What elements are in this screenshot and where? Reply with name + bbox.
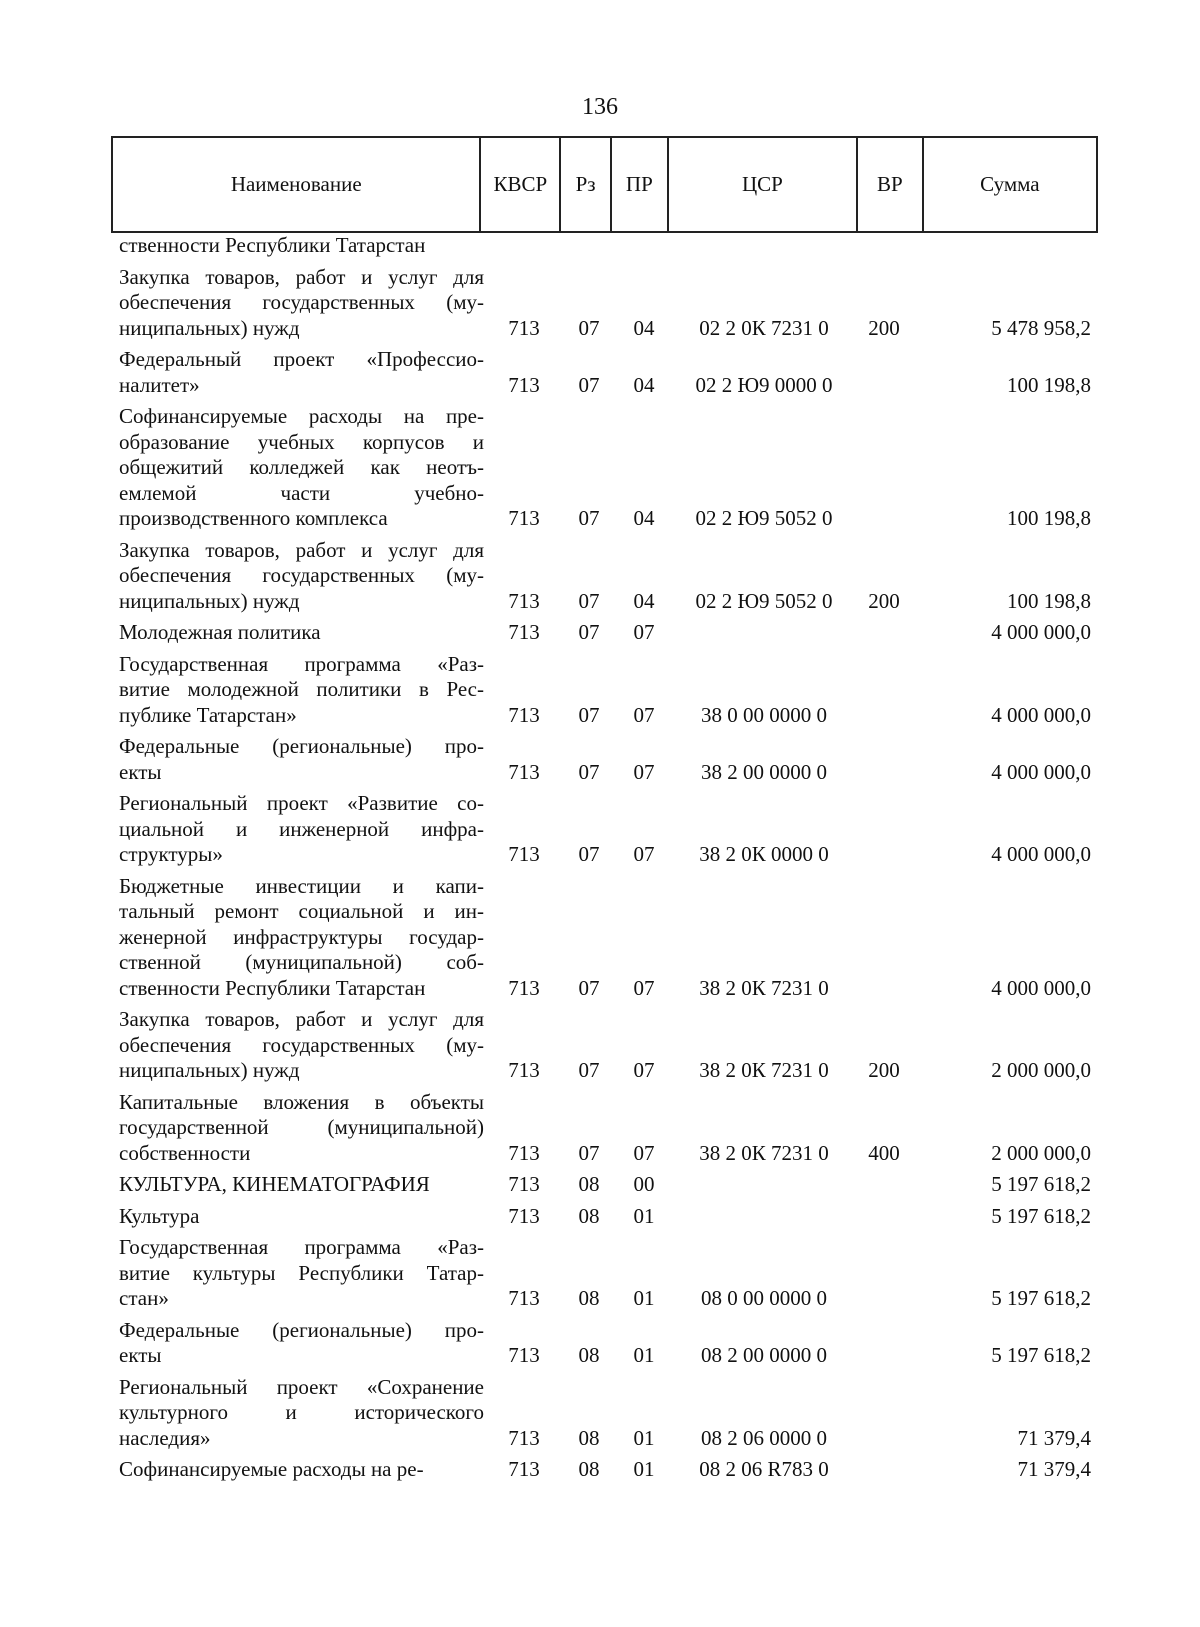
row-name-line: Культура [119,1203,200,1228]
row-name-line: публике Татарстан» [119,702,297,727]
table-row [119,620,1100,646]
row-name [119,1375,484,1452]
row-sum: 100 198,8 [1007,506,1091,530]
table-header [111,136,1098,233]
row-name-line: женерной инфраструктуры государ- [119,924,484,949]
row-name-line: Софинансируемые расходы на пре- [119,404,484,428]
row-name-line: Федеральные (региональные) про- [119,734,484,758]
row-name-line: ственности Республики Татарстан [119,975,426,1000]
row-name [119,233,484,259]
table-row [119,1318,1100,1369]
row-rz: 08 [578,1425,600,1450]
row-kvsr: 713 [508,1425,540,1450]
row-kvsr: 713 [508,588,540,613]
row-pr: 07 [633,702,655,727]
row-name-line: Региональный проект «Развитие со- [119,791,484,815]
row-sum: 4 000 000,0 [991,620,1091,644]
header-csr: ЦСР [669,138,858,231]
row-rz: 07 [578,1058,600,1082]
row-pr: 04 [633,506,655,530]
row-rz: 08 [578,1203,600,1228]
table-row [119,1090,1100,1167]
row-name [119,538,484,615]
row-vr: 200 [868,588,900,613]
table-row [119,791,1100,868]
row-kvsr: 713 [508,1203,540,1228]
row-csr: 38 0 00 0000 0 [701,702,827,727]
table-row [119,1375,1100,1452]
row-name-line: циальной и инженерной инфра- [119,816,484,841]
row-name-line: структуры» [119,842,223,866]
table-row [119,538,1100,615]
row-pr: 01 [633,1343,655,1367]
row-name-line: ниципальных) нужд [119,315,300,340]
row-sum: 5 197 618,2 [991,1203,1091,1228]
table-row [119,1235,1100,1312]
row-pr: 01 [633,1286,655,1310]
row-rz: 07 [578,315,600,340]
row-name-line: общежитий колледжей как неотъ- [119,455,484,479]
row-kvsr: 713 [508,975,540,1000]
row-pr: 04 [633,315,655,340]
row-name-line: обеспечения государственных (му- [119,290,484,314]
row-name-line: екты [119,1343,162,1367]
row-name [119,734,484,785]
row-vr: 200 [868,315,900,340]
row-name-line: Федеральные (региональные) про- [119,1317,484,1342]
row-rz: 08 [578,1457,600,1481]
row-kvsr: 713 [508,759,540,784]
row-sum: 4 000 000,0 [991,759,1091,784]
row-name-line: ниципальных) нужд [119,1058,300,1082]
row-pr: 01 [633,1203,655,1228]
row-kvsr: 713 [508,1343,540,1367]
header-pr: ПР [612,138,669,231]
row-pr: 07 [633,1058,655,1082]
row-pr: 01 [633,1457,655,1481]
row-name [119,1172,484,1198]
row-vr: 400 [868,1140,900,1165]
table-row [119,734,1100,785]
row-pr: 07 [633,975,655,1000]
row-rz: 07 [578,975,600,1000]
page-number: 136 [582,94,618,120]
row-sum: 71 379,4 [1017,1425,1091,1450]
table-row [119,1204,1100,1230]
row-kvsr: 713 [508,1172,540,1196]
row-rz: 07 [578,702,600,727]
row-sum: 2 000 000,0 [991,1058,1091,1082]
row-name-line: екты [119,759,162,784]
table-row [119,347,1100,398]
row-name-line: емлемой части учебно- [119,480,484,505]
row-rz: 07 [578,506,600,530]
header-vr: ВР [858,138,924,231]
row-name-line: обеспечения государственных (му- [119,1032,484,1057]
row-sum: 5 197 618,2 [991,1172,1091,1196]
table-row [119,1457,1100,1483]
row-csr: 02 2 Ю9 0000 0 [695,372,833,397]
row-csr: 38 2 00 0000 0 [701,759,827,784]
row-vr: 200 [868,1058,900,1082]
table-row [119,265,1100,342]
row-name [119,347,484,398]
row-name-line: витие молодежной политики в Рес- [119,677,484,701]
row-csr: 08 2 00 0000 0 [701,1343,827,1367]
row-name-line: ственности Республики Татарстан [119,233,426,257]
row-kvsr: 713 [508,702,540,727]
header-rz: Рз [561,138,612,231]
row-csr: 38 2 0К 7231 0 [699,975,829,1000]
row-pr: 07 [633,620,655,644]
row-name-line: Закупка товаров, работ и услуг для [119,264,484,289]
row-kvsr: 713 [508,1286,540,1310]
row-name [119,265,484,342]
row-kvsr: 713 [508,315,540,340]
row-name-line: витие культуры Республики Татар- [119,1260,484,1285]
row-kvsr: 713 [508,1058,540,1082]
row-name-line: наследия» [119,1425,211,1450]
table-row [119,1007,1100,1084]
table-body [119,233,1100,1483]
row-name-line: образование учебных корпусов и [119,429,484,454]
row-name [119,1235,484,1312]
row-rz: 08 [578,1286,600,1310]
header-sum: Сумма [980,172,1040,196]
row-name [119,1318,484,1369]
row-rz: 08 [578,1343,600,1367]
row-kvsr: 713 [508,372,540,397]
row-name-line: ственной (муниципальной) соб- [119,950,484,974]
row-name [119,404,484,532]
row-kvsr: 713 [508,1140,540,1165]
row-kvsr: 713 [508,842,540,866]
row-csr: 38 2 0К 0000 0 [699,842,829,866]
row-name-line: ниципальных) нужд [119,588,300,613]
row-name-line: налитет» [119,372,200,397]
row-csr: 08 2 06 0000 0 [701,1425,827,1450]
row-name [119,874,484,1002]
row-name [119,1457,484,1483]
table-row [119,233,1100,259]
row-pr: 00 [633,1172,655,1196]
row-csr: 08 0 00 0000 0 [701,1286,827,1310]
row-name-line: Капитальные вложения в объекты [119,1089,484,1114]
row-sum: 4 000 000,0 [991,842,1091,866]
row-sum: 100 198,8 [1007,588,1091,613]
row-name-line: культурного и исторического [119,1400,484,1424]
row-name-line: собственности [119,1140,251,1165]
row-name-line: Региональный проект «Сохранение [119,1374,484,1399]
row-csr: 02 2 0К 7231 0 [699,315,829,340]
row-name-line: стан» [119,1286,169,1310]
row-name [119,652,484,729]
row-csr: 02 2 Ю9 5052 0 [695,588,833,613]
row-sum: 4 000 000,0 [991,702,1091,727]
row-kvsr: 713 [508,1457,540,1481]
row-rz: 07 [578,372,600,397]
row-sum: 5 197 618,2 [991,1286,1091,1310]
row-pr: 04 [633,588,655,613]
row-csr: 08 2 06 R783 0 [699,1457,829,1481]
table-row [119,1172,1100,1198]
row-name-line: Софинансируемые расходы на ре- [119,1457,424,1481]
row-rz: 07 [578,588,600,613]
row-sum: 100 198,8 [1007,372,1091,397]
row-sum: 5 478 958,2 [991,315,1091,340]
row-pr: 07 [633,842,655,866]
row-csr: 02 2 Ю9 5052 0 [695,506,833,530]
table-row [119,652,1100,729]
header-name: Наименование [113,138,481,231]
row-pr: 01 [633,1425,655,1450]
row-name-line: Закупка товаров, работ и услуг для [119,1007,484,1031]
row-pr: 07 [633,759,655,784]
row-name-line: Молодежная политика [119,620,321,644]
row-name-line: Государственная программа «Раз- [119,651,484,676]
row-name-line: Закупка товаров, работ и услуг для [119,537,484,562]
row-rz: 07 [578,842,600,866]
row-rz: 07 [578,620,600,644]
row-name-line: Государственная программа «Раз- [119,1235,484,1259]
row-csr: 38 2 0К 7231 0 [699,1058,829,1082]
row-rz: 07 [578,759,600,784]
row-name-line: производственного комплекса [119,506,388,530]
row-name-line: государственной (муниципальной) [119,1115,484,1139]
table-row [119,404,1100,532]
row-kvsr: 713 [508,620,540,644]
row-pr: 04 [633,372,655,397]
row-name [119,620,484,646]
row-sum: 5 197 618,2 [991,1343,1091,1367]
row-name-line: Федеральный проект «Профессио- [119,347,484,371]
row-csr: 38 2 0К 7231 0 [699,1140,829,1165]
row-name-line: КУЛЬТУРА, КИНЕМАТОГРАФИЯ [119,1172,430,1196]
row-name [119,1090,484,1167]
row-sum: 4 000 000,0 [991,975,1091,1000]
row-rz: 08 [578,1172,600,1196]
row-pr: 07 [633,1140,655,1165]
row-name-line: Бюджетные инвестиции и капи- [119,873,484,898]
row-name [119,791,484,868]
row-kvsr: 713 [508,506,540,530]
row-sum: 2 000 000,0 [991,1140,1091,1165]
table-row [119,874,1100,1002]
row-name [119,1007,484,1084]
row-rz: 07 [578,1140,600,1165]
row-name-line: тальный ремонт социальной и ин- [119,899,484,923]
header-kvsr: КВСР [481,138,561,231]
row-name-line: обеспечения государственных (му- [119,563,484,587]
row-name [119,1204,484,1230]
row-sum: 71 379,4 [1017,1457,1091,1481]
